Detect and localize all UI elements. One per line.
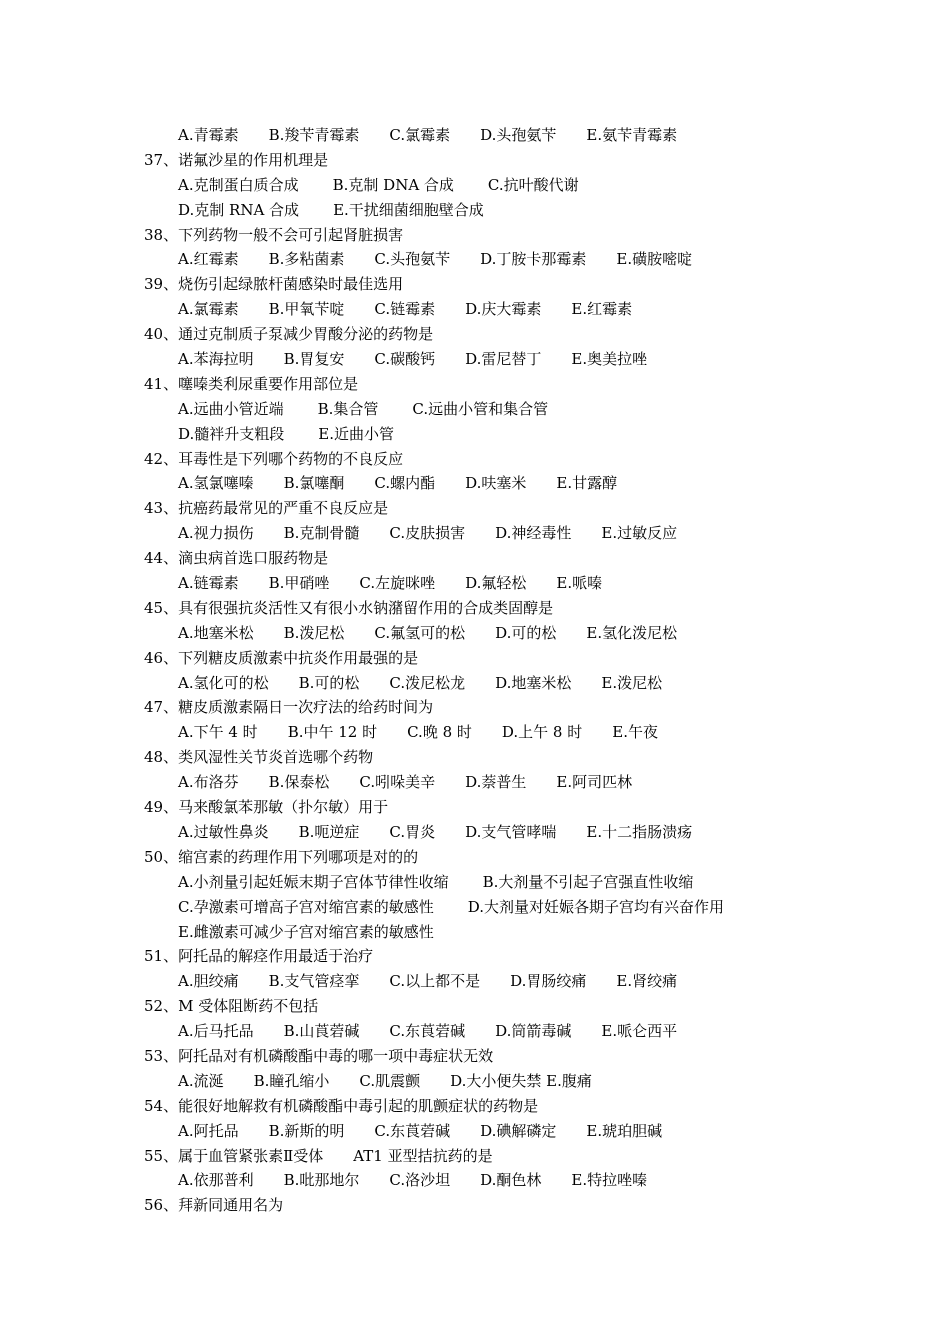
option-text: C.链霉素 bbox=[374, 300, 436, 319]
options-row bbox=[178, 820, 824, 845]
option-text: C.泼尼松龙 bbox=[389, 673, 466, 692]
option-text: E.哌嗪 bbox=[556, 574, 603, 593]
option-text: E.特拉唑嗪 bbox=[571, 1171, 648, 1190]
question-text: 55、属于血管紧张素Ⅱ受体 AT1 亚型拮抗药的是 bbox=[144, 1146, 493, 1165]
question-list bbox=[144, 123, 824, 1218]
option-text: B.吡那地尔 bbox=[283, 1171, 360, 1190]
option-text: C.抗叶酸代谢 bbox=[487, 175, 579, 194]
question-text: 43、抗癌药最常见的严重不良反应是 bbox=[144, 499, 389, 518]
options-row bbox=[178, 1069, 824, 1094]
option-text: D.筒箭毒碱 bbox=[495, 1022, 572, 1041]
option-text: C.远曲小管和集合管 bbox=[412, 399, 549, 418]
option-text: C.晚 8 时 bbox=[407, 723, 472, 742]
options-row bbox=[178, 920, 824, 945]
option-text: B.山莨菪碱 bbox=[283, 1022, 360, 1041]
options-row bbox=[178, 173, 824, 198]
option-text: D.庆大霉素 bbox=[465, 300, 542, 319]
question-text: 40、通过克制质子泵减少胃酸分泌的药物是 bbox=[144, 325, 434, 344]
option-text: A.依那普利 bbox=[178, 1171, 254, 1190]
option-text: A.视力损伤 bbox=[178, 524, 254, 543]
option-text: B.可的松 bbox=[298, 673, 360, 692]
option-text: B.保泰松 bbox=[268, 773, 330, 792]
option-text: B.大剂量不引起子宫强直性收缩 bbox=[482, 872, 694, 891]
option-text: E.肾绞痛 bbox=[616, 972, 678, 991]
option-text: C.吲哚美辛 bbox=[359, 773, 436, 792]
option-text: A.远曲小管近端 bbox=[178, 399, 284, 418]
options-row bbox=[178, 969, 824, 994]
option-text: D.头孢氨苄 bbox=[480, 126, 557, 144]
option-text: D.胃肠绞痛 bbox=[510, 972, 587, 991]
option-text: E.过敏反应 bbox=[601, 524, 678, 543]
option-text: D.碘解磷定 bbox=[480, 1121, 557, 1140]
question-text: 45、具有很强抗炎活性又有很小水钠潴留作用的合成类固醇是 bbox=[144, 598, 554, 617]
options-row bbox=[178, 1019, 824, 1044]
question-text: 50、缩宫素的药理作用下列哪项是对的的 bbox=[144, 847, 419, 866]
options-row bbox=[178, 123, 824, 148]
option-text: D.髓袢升支粗段 bbox=[178, 424, 285, 443]
option-text: E.哌仑西平 bbox=[601, 1022, 678, 1041]
option-text: E.氢化泼尼松 bbox=[586, 623, 678, 642]
option-text: B.中午 12 时 bbox=[287, 723, 378, 742]
option-text: C.皮肤损害 bbox=[389, 524, 466, 543]
option-text: A.阿托品 bbox=[178, 1121, 239, 1140]
option-text: D.可的松 bbox=[495, 623, 557, 642]
question-text: 56、拜新同通用名为 bbox=[144, 1196, 284, 1215]
options-row bbox=[178, 770, 824, 795]
option-text: B.甲氧苄啶 bbox=[268, 300, 345, 319]
question-text: 38、下列药物一般不会可引起肾脏损害 bbox=[144, 225, 404, 244]
option-text: A.后马托品 bbox=[178, 1022, 254, 1041]
option-text: B.瞳孔缩小 bbox=[253, 1071, 330, 1090]
options-row bbox=[178, 397, 824, 422]
option-text: D.克制 RNA 合成 bbox=[178, 200, 300, 219]
options-row bbox=[178, 1119, 824, 1144]
question-text: 47、糖皮质激素隔日一次疗法的给药时间为 bbox=[144, 698, 434, 717]
option-text: B.克制骨髓 bbox=[283, 524, 360, 543]
option-text: A.克制蛋白质合成 bbox=[178, 175, 299, 194]
option-text: E.午夜 bbox=[612, 723, 658, 742]
option-text: C.东莨菪碱 bbox=[374, 1121, 451, 1140]
option-text: D.大小便失禁 E.腹痛 bbox=[450, 1071, 592, 1090]
option-text: C.氟氢可的松 bbox=[374, 623, 466, 642]
option-text: A.下午 4 时 bbox=[178, 723, 258, 742]
option-text: D.神经毒性 bbox=[495, 524, 572, 543]
option-text: A.过敏性鼻炎 bbox=[178, 822, 269, 841]
question-text: 46、下列糖皮质激素中抗炎作用最强的是 bbox=[144, 648, 419, 667]
option-text: B.氯噻酮 bbox=[283, 474, 345, 493]
option-text: B.泼尼松 bbox=[283, 623, 345, 642]
option-text: C.洛沙坦 bbox=[389, 1171, 451, 1190]
options-row bbox=[178, 521, 824, 546]
option-text: A.胆绞痛 bbox=[178, 972, 239, 991]
options-row bbox=[178, 297, 824, 322]
options-row bbox=[178, 571, 824, 596]
question-text: 37、诺氟沙星的作用机理是 bbox=[144, 150, 329, 169]
options-row bbox=[178, 671, 824, 696]
options-row bbox=[178, 198, 824, 223]
options-row bbox=[178, 471, 824, 496]
option-text: D.呋塞米 bbox=[465, 474, 527, 493]
option-text: E.氨苄青霉素 bbox=[586, 126, 678, 144]
option-text: D.大剂量对妊娠各期子宫均有兴奋作用 bbox=[467, 897, 724, 916]
option-text: D.丁胺卡那霉素 bbox=[480, 250, 587, 269]
question-text: 51、阿托品的解痉作用最适于治疗 bbox=[144, 947, 374, 966]
option-text: D.萘普生 bbox=[465, 773, 527, 792]
option-text: C.东莨菪碱 bbox=[389, 1022, 466, 1041]
option-text: B.甲硝唑 bbox=[268, 574, 330, 593]
option-text: B.呃逆症 bbox=[298, 822, 360, 841]
option-text: A.氯霉素 bbox=[178, 300, 239, 319]
option-text: C.胃炎 bbox=[389, 822, 436, 841]
option-text: C.头孢氨苄 bbox=[374, 250, 451, 269]
option-text: D.地塞米松 bbox=[495, 673, 572, 692]
question-text: 41、噻嗪类利尿重要作用部位是 bbox=[144, 374, 359, 393]
option-text: B.集合管 bbox=[317, 399, 379, 418]
question-text: 54、能很好地解救有机磷酸酯中毒引起的肌颤症状的药物是 bbox=[144, 1096, 539, 1115]
option-text: B.多粘菌素 bbox=[268, 250, 345, 269]
question-text: 42、耳毒性是下列哪个药物的不良反应 bbox=[144, 449, 404, 468]
option-text: E.琥珀胆碱 bbox=[586, 1121, 663, 1140]
option-text: E.奥美拉唑 bbox=[571, 350, 648, 369]
option-text: D.支气管哮喘 bbox=[465, 822, 557, 841]
option-text: D.上午 8 时 bbox=[501, 723, 583, 742]
option-text: E.雌激素可减少子宫对缩宫素的敏感性 bbox=[178, 922, 434, 941]
option-text: E.磺胺嘧啶 bbox=[616, 250, 693, 269]
option-text: E.干扰细菌细胞壁合成 bbox=[333, 200, 484, 219]
options-row bbox=[178, 1168, 824, 1193]
option-text: E.甘露醇 bbox=[556, 474, 618, 493]
options-row bbox=[178, 720, 824, 745]
option-text: E.阿司匹林 bbox=[556, 773, 633, 792]
option-text: A.布洛芬 bbox=[178, 773, 239, 792]
option-text: B.新斯的明 bbox=[268, 1121, 345, 1140]
option-text: A.链霉素 bbox=[178, 574, 239, 593]
option-text: A.青霉素 bbox=[178, 126, 239, 144]
option-text: C.孕激素可增高子宫对缩宫素的敏感性 bbox=[178, 897, 434, 916]
option-text: E.十二指肠溃疡 bbox=[586, 822, 693, 841]
question-text: 49、马来酸氯苯那敏（扑尔敏）用于 bbox=[144, 798, 389, 817]
option-text: A.小剂量引起妊娠末期子宫体节律性收缩 bbox=[178, 872, 449, 891]
question-text: 44、滴虫病首选口服药物是 bbox=[144, 549, 329, 568]
options-row bbox=[178, 247, 824, 272]
option-text: C.螺内酯 bbox=[374, 474, 436, 493]
option-text: A.氢氯噻嗪 bbox=[178, 474, 254, 493]
option-text: C.碳酸钙 bbox=[374, 350, 436, 369]
question-text: 53、阿托品对有机磷酸酯中毒的哪一项中毒症状无效 bbox=[144, 1046, 494, 1065]
option-text: D.氟轻松 bbox=[465, 574, 527, 593]
options-row bbox=[178, 895, 824, 920]
option-text: E.近曲小管 bbox=[318, 424, 394, 443]
question-text: 48、类风湿性关节炎首选哪个药物 bbox=[144, 748, 374, 767]
options-row bbox=[178, 870, 824, 895]
option-text: B.胃复安 bbox=[283, 350, 345, 369]
option-text: E.泼尼松 bbox=[601, 673, 663, 692]
option-text: A.红霉素 bbox=[178, 250, 239, 269]
option-text: C.左旋咪唑 bbox=[359, 574, 436, 593]
option-text: C.以上都不是 bbox=[389, 972, 481, 991]
option-text: A.苯海拉明 bbox=[178, 350, 254, 369]
option-text: B.支气管痉挛 bbox=[268, 972, 360, 991]
question-text: 39、烧伤引起绿脓杆菌感染时最佳选用 bbox=[144, 275, 404, 294]
options-row bbox=[178, 422, 824, 447]
option-text: C.氯霉素 bbox=[389, 126, 451, 144]
option-text: A.氢化可的松 bbox=[178, 673, 269, 692]
option-text: A.地塞米松 bbox=[178, 623, 254, 642]
options-row bbox=[178, 621, 824, 646]
option-text: D.雷尼替丁 bbox=[465, 350, 542, 369]
option-text: B.克制 DNA 合成 bbox=[332, 175, 454, 194]
options-row bbox=[178, 347, 824, 372]
option-text: B.羧苄青霉素 bbox=[268, 126, 360, 144]
option-text: C.肌震颤 bbox=[359, 1071, 421, 1090]
option-text: A.流涎 bbox=[178, 1071, 224, 1090]
option-text: D.酮色林 bbox=[480, 1171, 542, 1190]
question-text: 52、M 受体阻断药不包括 bbox=[144, 997, 319, 1016]
option-text: E.红霉素 bbox=[571, 300, 633, 319]
